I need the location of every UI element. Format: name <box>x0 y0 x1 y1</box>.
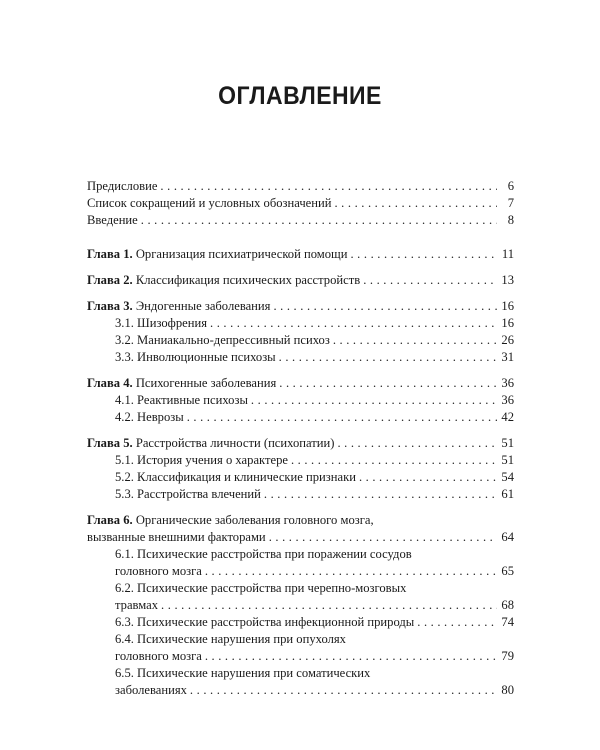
chapter-title: Классификация психических расстройств <box>135 273 361 287</box>
dot-leader <box>190 682 497 699</box>
page-number: 80 <box>501 683 514 697</box>
toc-entry-section-3-3[interactable] <box>87 349 514 366</box>
dot-leader <box>333 332 497 349</box>
section-label-line-2: головного мозга <box>115 649 202 663</box>
section-label-line-2: травмах <box>115 598 159 612</box>
chapter-number: Глава 4. <box>87 376 133 390</box>
section-6-1-line-1: 6.1. Психические расстройства при поражении сосудов <box>115 547 412 561</box>
page-number: 7 <box>507 196 514 210</box>
dot-leader <box>269 529 497 546</box>
toc-entry-chapter-5[interactable] <box>87 435 514 452</box>
dot-leader <box>264 486 497 503</box>
toc-title: ОГЛАВЛЕНИЕ <box>218 82 382 110</box>
dot-leader <box>205 563 497 580</box>
toc-entry-introduction[interactable] <box>87 212 514 229</box>
toc-entry-section-6-2[interactable] <box>87 597 514 614</box>
section-label: 3.2. Маниакально-депрессивный психоз <box>115 333 330 347</box>
section-label: 3.1. Шизофрения <box>115 316 207 330</box>
toc-entry-section-6-5[interactable] <box>87 682 514 699</box>
page-number: 74 <box>501 615 514 629</box>
toc-entry-section-3-2[interactable] <box>87 332 514 349</box>
section-label-line-2: головного мозга <box>115 564 202 578</box>
section-label: 3.3. Инволюционные психозы <box>115 350 276 364</box>
toc-entry-section-6-4[interactable] <box>87 648 514 665</box>
chapter-number: Глава 1. <box>87 247 133 261</box>
page-number: 64 <box>501 530 514 544</box>
chapter-3 <box>87 298 514 366</box>
chapter-number: Глава 6. <box>87 513 133 527</box>
toc-entry-preface[interactable] <box>87 178 514 195</box>
page-number: 51 <box>501 436 514 450</box>
chapter-title: Эндогенные заболевания <box>135 299 271 313</box>
dot-leader <box>291 452 497 469</box>
page-number: 8 <box>507 213 514 227</box>
toc-entry-chapter-6[interactable] <box>87 529 514 546</box>
table-of-contents <box>87 178 514 708</box>
section-6-2-line-1: 6.2. Психические расстройства при черепно-мозговых <box>115 581 407 595</box>
page-number: 51 <box>501 453 514 467</box>
chapter-5 <box>87 435 514 503</box>
toc-entry-chapter-2[interactable] <box>87 272 514 289</box>
page-number: 68 <box>501 598 514 612</box>
page-number: 26 <box>501 333 514 347</box>
chapter-title: Расстройства личности (психопатии) <box>135 436 335 450</box>
dot-leader <box>251 392 497 409</box>
chapter-4 <box>87 375 514 426</box>
front-matter <box>87 178 514 229</box>
section-label-line-2: заболеваниях <box>115 683 187 697</box>
dot-leader <box>279 375 497 392</box>
chapter-6-heading-line-1[interactable] <box>87 512 514 529</box>
toc-entry-chapter-4[interactable] <box>87 375 514 392</box>
chapter-title: Психогенные заболевания <box>135 376 277 390</box>
toc-entry-section-6-3[interactable] <box>87 614 514 631</box>
dot-leader <box>273 298 497 315</box>
toc-entry-abbreviations[interactable] <box>87 195 514 212</box>
dot-leader <box>337 435 497 452</box>
page-number: 31 <box>501 350 514 364</box>
page-number: 16 <box>501 316 514 330</box>
section-label: 5.3. Расстройства влечений <box>115 487 261 501</box>
page-number: 61 <box>501 487 514 501</box>
section-6-4-line-1: 6.4. Психические нарушения при опухолях <box>115 632 346 646</box>
toc-entry-section-4-2[interactable] <box>87 409 514 426</box>
toc-entry-section-4-1[interactable] <box>87 392 514 409</box>
dot-leader <box>187 409 497 426</box>
chapter-number: Глава 3. <box>87 299 133 313</box>
page-number: 79 <box>501 649 514 663</box>
dot-leader <box>350 246 497 263</box>
dot-leader <box>161 597 497 614</box>
chapter-1 <box>87 246 514 263</box>
dot-leader <box>160 178 497 195</box>
page-number: 54 <box>501 470 514 484</box>
dot-leader <box>210 315 497 332</box>
dot-leader <box>205 648 497 665</box>
chapter-number: Глава 2. <box>87 273 133 287</box>
section-label: 5.1. История учения о характере <box>115 453 288 467</box>
page-number: 16 <box>501 299 514 313</box>
page-number: 65 <box>501 564 514 578</box>
page-number: 36 <box>501 376 514 390</box>
toc-entry-section-5-2[interactable] <box>87 469 514 486</box>
section-6-5-line-1: 6.5. Психические нарушения при соматических <box>115 666 371 680</box>
chapter-title-line-2: вызванные внешними факторами <box>87 530 266 544</box>
page-number: 6 <box>507 179 514 193</box>
chapter-title-line-1: Органические заболевания головного мозга, <box>135 513 374 527</box>
entry-label: Введение <box>87 213 138 227</box>
page-number: 36 <box>501 393 514 407</box>
toc-entry-section-5-1[interactable] <box>87 452 514 469</box>
toc-entry-section-5-3[interactable] <box>87 486 514 503</box>
entry-label: Список сокращений и условных обозначений <box>87 196 332 210</box>
dot-leader <box>363 272 497 289</box>
chapter-number: Глава 5. <box>87 436 133 450</box>
dot-leader <box>334 195 497 212</box>
entry-label: Предисловие <box>87 179 158 193</box>
section-label: 5.2. Классификация и клинические признаки <box>115 470 356 484</box>
dot-leader <box>141 212 497 229</box>
dot-leader <box>417 614 497 631</box>
toc-entry-section-6-1[interactable] <box>87 563 514 580</box>
chapter-6 <box>87 512 514 699</box>
dot-leader <box>279 349 497 366</box>
dot-leader <box>359 469 497 486</box>
toc-entry-section-3-1[interactable] <box>87 315 514 332</box>
toc-entry-chapter-3[interactable] <box>87 298 514 315</box>
page-number: 42 <box>501 410 514 424</box>
page-number: 13 <box>501 273 514 287</box>
section-label: 6.3. Психические расстройства инфекционной природы <box>115 615 415 629</box>
section-label: 4.2. Неврозы <box>115 410 184 424</box>
chapter-2 <box>87 272 514 289</box>
toc-entry-chapter-1[interactable] <box>87 246 514 263</box>
section-label: 4.1. Реактивные психозы <box>115 393 248 407</box>
page-number: 11 <box>501 247 514 261</box>
chapter-title: Организация психиатрической помощи <box>135 247 348 261</box>
